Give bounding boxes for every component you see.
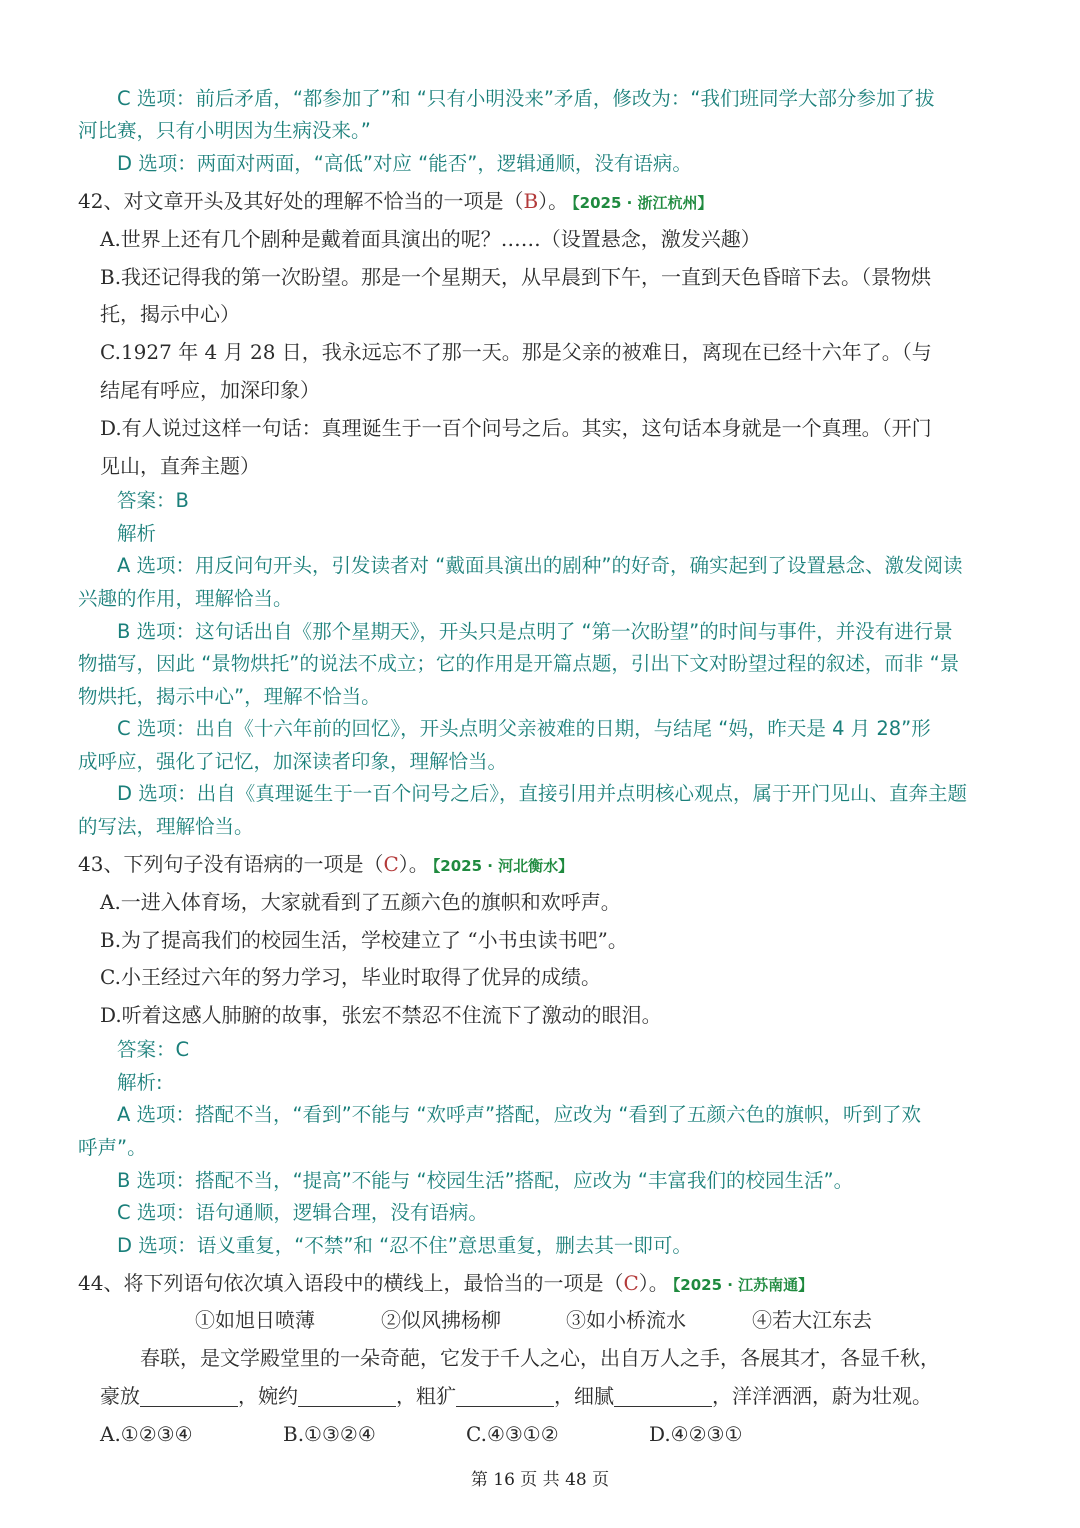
explanation-line: B 选项：这句话出自《那个星期天》，开头只是点明了 “第一次盼望”的时间与事件，并没有进行景 [117, 620, 953, 643]
answer-line: 答案：B [117, 489, 189, 512]
page-footer: 第 16 页 共 48 页 [470, 1470, 610, 1490]
analysis-label: 解析 [117, 522, 157, 545]
explanation-line: C 选项：出自《十六年前的回忆》，开头点明父亲被难的日期，与结尾 “妈，昨天是 4 月 28”形 [117, 717, 931, 740]
choice-b: B.①③②④ [283, 1422, 376, 1446]
question-text: ）。 [398, 852, 429, 876]
passage-text: ，婉约 [238, 1384, 298, 1408]
question-text: 42、对文章开头及其好处的理解不恰当的一项是（ [78, 189, 524, 213]
explanation-line: A 选项：用反问句开头，引发读者对 “戴面具演出的剧种”的好奇，确实起到了设置悬念、激发阅读 [117, 554, 963, 577]
source-tag: 【2025 · 河北衡水】 [432, 857, 574, 875]
explanation-line: 物描写，因此 “景物烘托”的说法不成立；它的作用是开篇点题，引出下文对盼望过程的叙述，而非 “景 [78, 652, 960, 675]
explanation-line: C 选项：语句通顺，逻辑合理，没有语病。 [117, 1201, 488, 1224]
option-d: D.听着这感人肺腑的故事，张宏不禁忍不住流下了激动的眼泪。 [100, 1003, 662, 1027]
explanation-line: A 选项：搭配不当，“看到”不能与 “欢呼声”搭配，应改为 “看到了五颜六色的旗帜，听到了欢 [117, 1103, 921, 1126]
choice-d: D.④②③① [649, 1422, 743, 1446]
option-b: B.我还记得我的第一次盼望。那是一个星期天，从早晨到下午，一直到天色昏暗下去。（景物烘 [100, 265, 932, 289]
explanation-line: 成呼应，强化了记忆，加深读者印象，理解恰当。 [78, 750, 508, 773]
option-c: C.1927 年 4 月 28 日，我永远忘不了那一天。那是父亲的被难日，离现在已经十六年了。（与 [100, 340, 932, 364]
passage-text: ，粗犷 [396, 1384, 456, 1408]
source-tag: 【2025 · 江苏南通】 [672, 1276, 814, 1294]
passage-text: 豪放 [100, 1384, 140, 1408]
blank-line [140, 1386, 238, 1407]
option-b-cont: 托，揭示中心） [100, 302, 240, 326]
blank-line [614, 1386, 712, 1407]
choice-c: C.④③①② [466, 1422, 559, 1446]
explanation-line: D 选项：出自《真理诞生于一百个问号之后》，直接引用并点明核心观点，属于开门见山、直奔主题 [117, 782, 967, 805]
passage-text: ，细腻 [554, 1384, 614, 1408]
passage-text: ，洋洋洒洒，蔚为壮观。 [712, 1384, 932, 1408]
phrase-1: ①如旭日喷薄 [195, 1308, 315, 1332]
answer-letter: C [383, 852, 399, 876]
question-text: ）。 [538, 189, 569, 213]
question-44-stem [78, 1268, 813, 1300]
explanation-line: 物烘托，揭示中心”，理解不恰当。 [78, 685, 381, 708]
question-text: 43、下列句子没有语病的一项是（ [78, 852, 384, 876]
analysis-label: 解析: [117, 1071, 163, 1094]
explanation-line: 的写法，理解恰当。 [78, 815, 254, 838]
explanation-line: 呼声”。 [78, 1136, 147, 1159]
blank-line [298, 1386, 396, 1407]
phrase-2: ②似风拂杨柳 [381, 1308, 501, 1332]
explanation-line: C 选项：前后矛盾，“都参加了”和 “只有小明没来”矛盾，修改为：“我们班同学大部分参加了拔 [117, 87, 935, 110]
source-tag: 【2025 · 浙江杭州】 [572, 194, 713, 212]
phrase-3: ③如小桥流水 [566, 1308, 686, 1332]
explanation-line: B 选项：搭配不当，“提高”不能与 “校园生活”搭配，应改为 “丰富我们的校园生活”。 [117, 1169, 854, 1192]
explanation-line: D 选项：语义重复，“不禁”和 “忍不住”意思重复，删去其一即可。 [117, 1234, 692, 1257]
answer-letter: C [623, 1271, 639, 1295]
option-d-cont: 见山，直奔主题） [100, 454, 260, 478]
question-43-stem [78, 849, 573, 881]
choice-a: A.①②③④ [100, 1422, 193, 1446]
option-a: A.世界上还有几个剧种是戴着面具演出的呢？……（设置悬念，激发兴趣） [100, 227, 761, 251]
answer-letter: B [523, 189, 539, 213]
option-b: B.为了提高我们的校园生活，学校建立了 “小书虫读书吧”。 [100, 928, 628, 952]
question-text: 44、将下列语句依次填入语段中的横线上，最恰当的一项是（ [78, 1271, 624, 1295]
option-a: A.一进入体育场，大家就看到了五颜六色的旗帜和欢呼声。 [100, 890, 621, 914]
question-42-stem [78, 186, 713, 218]
explanation-line: 河比赛，只有小明因为生病没来。” [78, 119, 371, 142]
question-text: ）。 [638, 1271, 669, 1295]
explanation-line: D 选项：两面对两面，“高低”对应 “能否”，逻辑通顺，没有语病。 [117, 152, 692, 175]
blank-line [456, 1386, 554, 1407]
answer-line: 答案：C [117, 1038, 190, 1061]
passage-fill-line [100, 1381, 932, 1411]
passage-line: 春联，是文学殿堂里的一朵奇葩，它发于千人之心，出自万人之手，各展其才，各显千秋， [140, 1346, 940, 1370]
phrase-4: ④若大江东去 [752, 1308, 872, 1332]
option-d: D.有人说过这样一句话：真理诞生于一百个问号之后。其实，这句话本身就是一个真理。（开门 [100, 416, 932, 440]
option-c: C.小王经过六年的努力学习，毕业时取得了优异的成绩。 [100, 965, 601, 989]
explanation-line: 兴趣的作用，理解恰当。 [78, 587, 293, 610]
option-c-cont: 结尾有呼应，加深印象） [100, 378, 320, 402]
